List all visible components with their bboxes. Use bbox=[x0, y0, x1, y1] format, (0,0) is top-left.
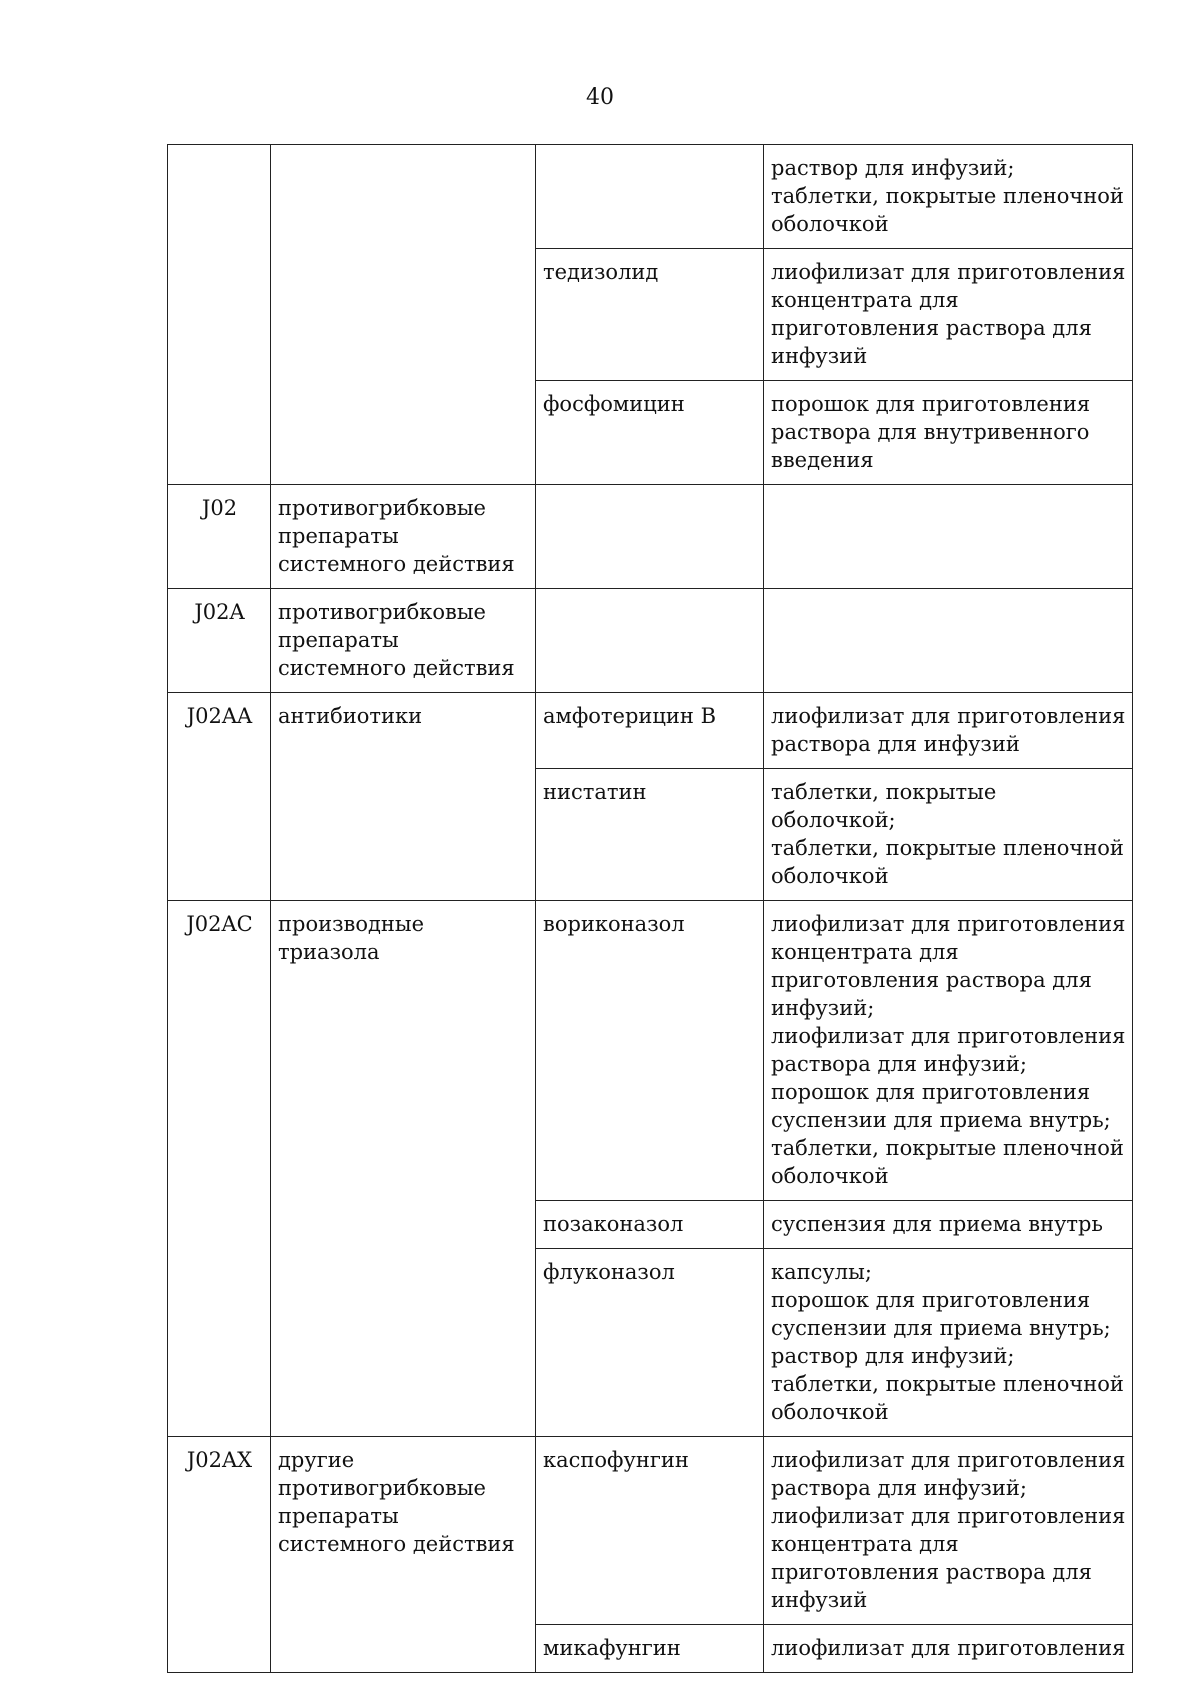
drug-cell bbox=[536, 589, 764, 693]
code-cell: J02A bbox=[168, 589, 271, 693]
code-cell: J02AA bbox=[168, 693, 271, 901]
drug-cell bbox=[536, 485, 764, 589]
group-cell: противогрибковые препараты системного действия bbox=[271, 485, 536, 589]
code-cell: J02 bbox=[168, 485, 271, 589]
drug-cell: тедизолид bbox=[536, 249, 764, 381]
drug-cell: микафунгин bbox=[536, 1625, 764, 1673]
drug-cell bbox=[536, 145, 764, 249]
drug-table bbox=[167, 144, 1133, 1673]
forms-cell: лиофилизат для приготовления концентрата для приготовления раствора для инфузий bbox=[764, 249, 1133, 381]
forms-cell bbox=[764, 589, 1133, 693]
forms-cell: порошок для приготовления раствора для внутривенного введения bbox=[764, 381, 1133, 485]
code-cell: J02AX bbox=[168, 1437, 271, 1673]
forms-cell: раствор для инфузий; таблетки, покрытые пленочной оболочкой bbox=[764, 145, 1133, 249]
group-cell: производные триазола bbox=[271, 901, 536, 1437]
table-row bbox=[168, 589, 1133, 693]
forms-cell: суспензия для приема внутрь bbox=[764, 1201, 1133, 1249]
drug-cell: вориконазол bbox=[536, 901, 764, 1201]
forms-cell: лиофилизат для приготовления раствора для инфузий bbox=[764, 693, 1133, 769]
table-row bbox=[168, 485, 1133, 589]
group-cell bbox=[271, 145, 536, 485]
page-number: 40 bbox=[586, 85, 614, 110]
forms-cell: лиофилизат для приготовления концентрата для приготовления раствора для инфузий; лиофилизат для приготовления раствора для инфузий; порошок для приготовления суспензии для приема внутрь; таблетки, покрытые пленочной оболочкой bbox=[764, 901, 1133, 1201]
forms-cell: капсулы; порошок для приготовления суспензии для приема внутрь; раствор для инфузий; таблетки, покрытые пленочной оболочкой bbox=[764, 1249, 1133, 1437]
code-cell bbox=[168, 145, 271, 485]
table-row bbox=[168, 693, 1133, 769]
drug-cell: фосфомицин bbox=[536, 381, 764, 485]
drug-cell: позаконазол bbox=[536, 1201, 764, 1249]
group-cell: антибиотики bbox=[271, 693, 536, 901]
drug-cell: флуконазол bbox=[536, 1249, 764, 1437]
drug-cell: каспофунгин bbox=[536, 1437, 764, 1625]
drug-cell: амфотерицин B bbox=[536, 693, 764, 769]
group-cell: противогрибковые препараты системного действия bbox=[271, 589, 536, 693]
table-row bbox=[168, 901, 1133, 1201]
group-cell: другие противогрибковые препараты системного действия bbox=[271, 1437, 536, 1673]
table-row bbox=[168, 1437, 1133, 1625]
drug-cell: нистатин bbox=[536, 769, 764, 901]
table-row bbox=[168, 145, 1133, 249]
code-cell: J02AC bbox=[168, 901, 271, 1437]
forms-cell: лиофилизат для приготовления раствора для инфузий; лиофилизат для приготовления концентрата для приготовления раствора для инфузий bbox=[764, 1437, 1133, 1625]
forms-cell bbox=[764, 485, 1133, 589]
forms-cell: лиофилизат для приготовления bbox=[764, 1625, 1133, 1673]
forms-cell: таблетки, покрытые оболочкой; таблетки, покрытые пленочной оболочкой bbox=[764, 769, 1133, 901]
